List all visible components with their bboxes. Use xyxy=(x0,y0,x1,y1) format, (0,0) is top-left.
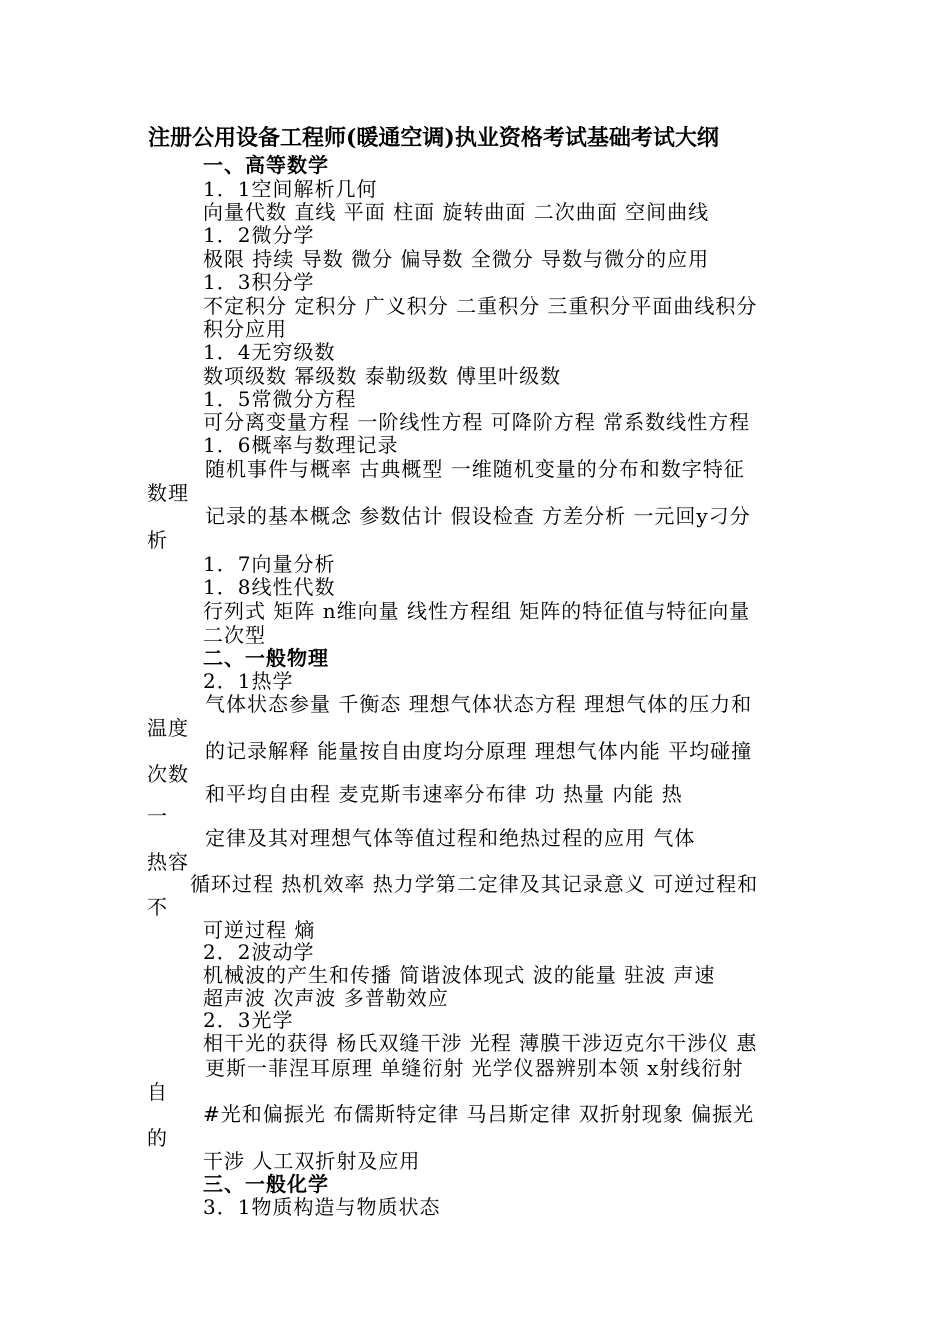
text-line: 次数 xyxy=(147,762,189,786)
subsection-heading: 3．1物质构造与物质状态 xyxy=(203,1195,441,1219)
text-line: 干涉 人工双折射及应用 xyxy=(203,1149,421,1173)
section-heading: 三、一般化学 xyxy=(203,1172,329,1196)
text-line: 相干光的获得 杨氏双缝干涉 光程 薄膜干涉迈克尔干涉仪 惠 xyxy=(203,1031,758,1055)
text-line: 行列式 矩阵 n维向量 线性方程组 矩阵的特征值与特征向量 xyxy=(203,599,751,623)
text-line: 记录的基本概念 参数估计 假设检查 方差分析 一元回y刁分 xyxy=(205,504,751,528)
subsection-heading: 1．5常微分方程 xyxy=(203,387,357,411)
subsection-heading: 2．1热学 xyxy=(203,669,294,693)
subsection-heading: 1．6概率与数理记录 xyxy=(203,433,399,457)
text-line: 更斯一菲涅耳原理 单缝衍射 光学仪器辨别本领 x射线衍射 xyxy=(205,1056,744,1080)
subsection-heading: 1．3积分学 xyxy=(203,270,315,294)
text-line: 可分离变量方程 一阶线性方程 可降阶方程 常系数线性方程 xyxy=(203,410,751,434)
text-line: 循环过程 热机效率 热力学第二定律及其记录意义 可逆过程和 xyxy=(190,872,759,896)
text-line: 一 xyxy=(147,804,168,828)
subsection-heading: 1．8线性代数 xyxy=(203,575,336,599)
text-line: 定律及其对理想气体等值过程和绝热过程的应用 气体 xyxy=(205,826,696,850)
subsection-heading: 1．4无穷级数 xyxy=(203,340,336,364)
subsection-heading: 1．2微分学 xyxy=(203,223,315,247)
subsection-heading: 2．2波动学 xyxy=(203,940,315,964)
text-line: 数理 xyxy=(147,481,189,505)
text-line: 可逆过程 熵 xyxy=(203,918,316,942)
text-line: 自 xyxy=(147,1080,168,1104)
subsection-heading: 1．7向量分析 xyxy=(203,552,336,576)
subsection-heading: 1．1空间解析几何 xyxy=(203,177,378,201)
text-line: 极限 持续 导数 微分 偏导数 全微分 导数与微分的应用 xyxy=(203,247,710,271)
text-line: 的记录解释 能量按自由度均分原理 理想气体内能 平均碰撞 xyxy=(205,739,753,763)
text-line: 积分应用 xyxy=(203,317,287,341)
subsection-heading: 2．3光学 xyxy=(203,1008,294,1032)
text-line: #光和偏振光 布儒斯特定律 马吕斯定律 双折射现象 偏振光 xyxy=(203,1102,755,1126)
section-heading: 二、一般物理 xyxy=(203,646,329,670)
text-line: 机械波的产生和传播 简谐波体现式 波的能量 驻波 声速 xyxy=(203,963,716,987)
text-line: 热容 xyxy=(147,850,189,874)
text-line: 温度 xyxy=(147,716,189,740)
text-line: 超声波 次声波 多普勒效应 xyxy=(203,986,449,1010)
text-line: 数项级数 幂级数 泰勒级数 傅里叶级数 xyxy=(203,364,562,388)
text-line: 的 xyxy=(147,1126,168,1150)
text-line: 向量代数 直线 平面 柱面 旋转曲面 二次曲面 空间曲线 xyxy=(203,200,710,224)
text-line: 和平均自由程 麦克斯韦速率分布律 功 热量 内能 热 xyxy=(205,782,683,806)
text-line: 二次型 xyxy=(203,623,266,647)
text-line: 不定积分 定积分 广义积分 二重积分 三重积分平面曲线积分 xyxy=(203,294,758,318)
text-line: 气体状态参量 千衡态 理想气体状态方程 理想气体的压力和 xyxy=(205,692,753,716)
text-line: 不 xyxy=(147,895,168,919)
text-line: 析 xyxy=(147,528,168,552)
document-title: 注册公用设备工程师(暖通空调)执业资格考试基础考试大纲 xyxy=(148,125,719,151)
text-line: 随机事件与概率 古典概型 一维随机变量的分布和数字特征 xyxy=(205,457,745,481)
section-heading: 一、高等数学 xyxy=(203,153,329,177)
